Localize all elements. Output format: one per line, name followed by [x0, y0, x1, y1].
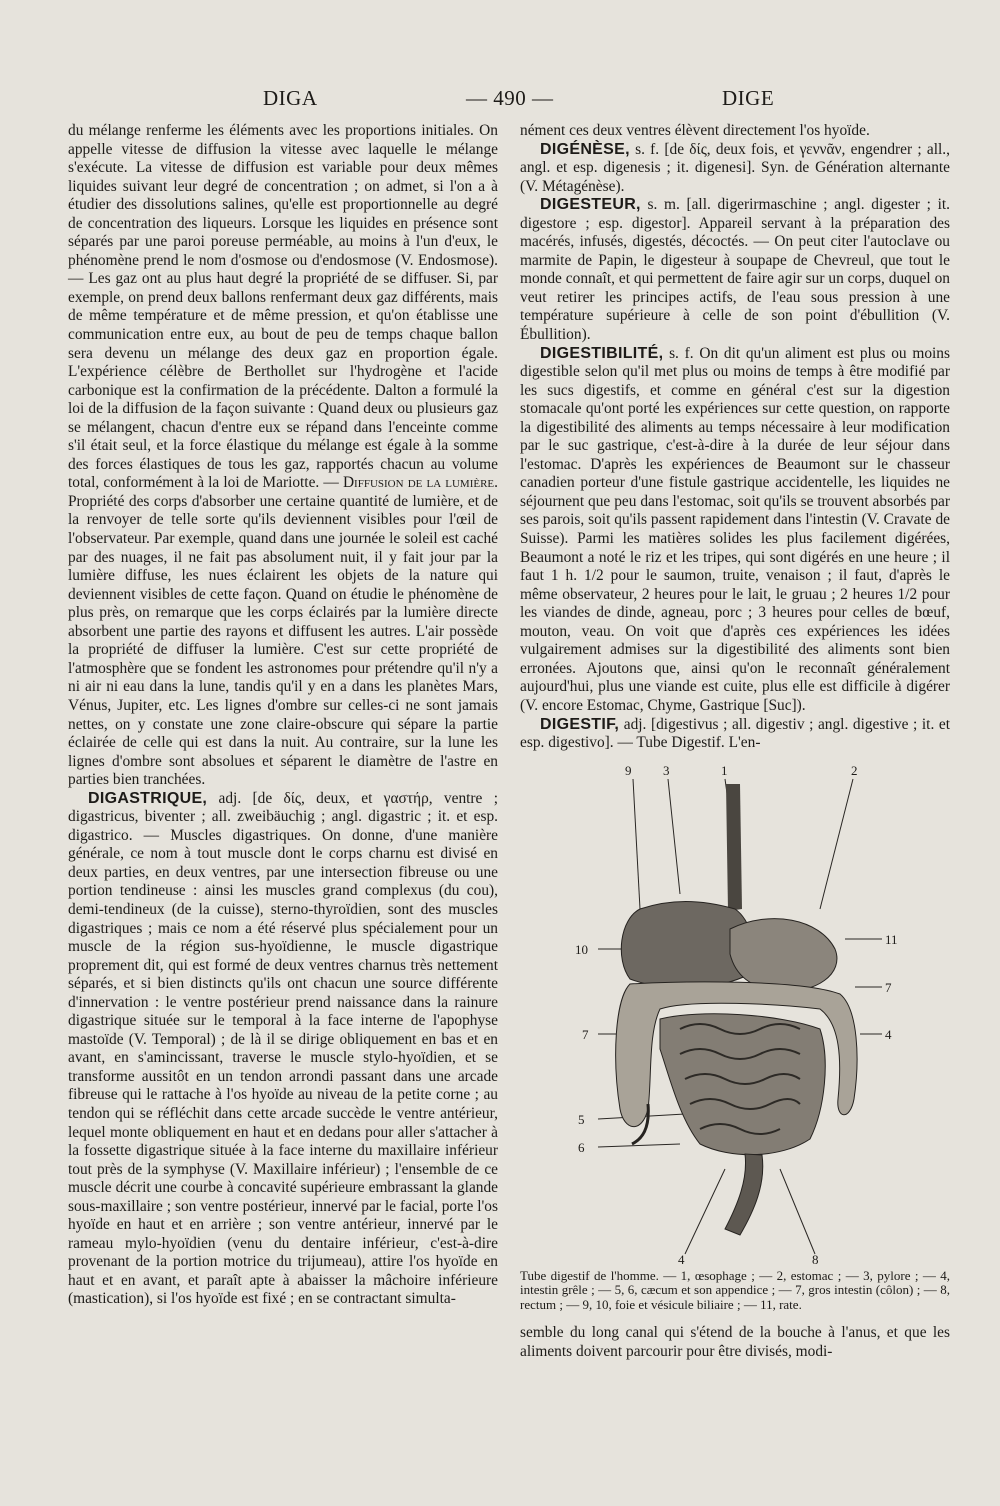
headword-digesteur: DIGESTEUR,: [540, 196, 641, 214]
entry-digesteur: DIGESTEUR, s. m. [all. digerirmaschine ; angl. digester ; it. digestore ; esp. digestor]. Appareil servant à la préparation des macérés, infusés, digestés, décoctés. — On peut citer l'autoclave ou marmite de Papin, le digesteur à soupape de Chevreul, que tout le monde connaît, et qui permettent de faire agir sur un corps, duquel on veut retirer les principes actifs, de l'eau sous pression à une température supérieure à celle de son point d'ébullition (V. Ébullition).: [520, 196, 950, 344]
figure-label-4-right: 4: [885, 1026, 892, 1042]
paragraph-diffusion: du mélange renferme les éléments avec les proportions initiales. On appelle vitesse de diffusion la vitesse avec laquelle le mélange s'exécute. La vitesse de diffusion est variable pour deux mêmes liquides suivant leur degré de concentration ; on admet, si l'on a à étudier des dissolutions salines, qu'elle est proportionnelle au degré de concentration des liqueurs. Lorsque les liquides en présence sont séparés par une paroi poreuse perméable, au moins à l'un d'eux, le phénomène prend le nom d'osmose ou d'endosmose (V. Endosmose). — Les gaz ont au plus haut degré la propriété de se diffuser. Si, par exemple, on prend deux ballons renfermant deux gaz différents, mais de même température et de même pression, et qu'on établisse une communication entre eux, au bout de peu de temps chaque ballon sera devenu un mélange des deux gaz en proportion égale. L'expérience célèbre de Berthollet sur l'hydrogène et l'acide carbonique est la confirmation de la précédente. Dalton a formulé la loi de la diffusion de la façon suivante : Quand deux ou plusieurs gaz se mélangent, chacun d'entre eux se répand dans l'enceinte comme s'il était seul, et la force élastique du mélange est égale à la somme des forces élastiques de tous les gaz, rapportés chacun au volume total, conformément à la loi de Mariotte. — Diffusion de la lumière. Propriété des corps d'absorber une certaine quantité de lumière, et de la renvoyer de telle sorte qu'ils deviennent visibles pour l'œil de l'observateur. Par exemple, quand dans une journée le soleil est caché par des nuages, il ne fait pas absolument nuit, il y fait jour par la lumière diffuse, les nues éclairent les objets de la nature qui deviennent visibles de cette façon. Quand on étudie le phénomène de plus près, on remarque que les corps éclairés par la lumière directe absorbent une partie des rayons et diffusent les autres. L'air possède la propriété de diffuser la lumière. C'est sur cette propriété de l'atmosphère que se fondent les astronomes pour prétendre qu'il n'y a ni air ni eau dans la lune, tandis qu'il y en a dans les planètes Mars, Vénus, Jupiter, etc. Les lignes d'ombre sur celles-ci ne sont jamais nettes, on y constate une zone claire-obscure qui sépare la partie éclairée de celle qui est dans la nuit. Au contraire, sur la lune les lignes d'ombre sont absolues et séparent le diamètre de l'astre en parties bien tranchées.: [68, 122, 499, 789]
figure-label-2: 2: [851, 762, 858, 778]
figure-label-9: 9: [625, 762, 632, 778]
digestive-tract-figure: [520, 759, 950, 1269]
header-left-guideword: DIGA: [263, 86, 318, 110]
term-diffusion-lumiere: Diffusion de la lumière.: [342, 474, 499, 492]
entry-digestif: DIGESTIF, adj. [digestivus ; all. digestiv ; angl. digestive ; it. et esp. digestivo]. — Tube Digestif. L'en-: [520, 715, 950, 752]
figure-label-8: 8: [812, 1251, 819, 1267]
entry-digastrique: DIGASTRIQUE, adj. [de δίς, deux, et γαστήρ, ventre ; digastricus, biventer ; all. zweibäuchig ; angl. digastric ; it. et esp. digastrico. — Muscles digastriques. On donne, d'une manière générale, ce nom à tout muscle dont le corps charnu est divisé en deux parties, en deux ventres, par une intersection fibreuse ou une portion tendineuse : ainsi les muscles grand complexus (du cou), demi-tendineux (de la cuisse), sterno-thyroïdien, sont des muscles digastriques ; mais ce nom a été réservé plus spécialement pour un muscle de la région sus-hyoïdienne, le muscle digastrique proprement dit, qui est formé de deux ventres charnus très nettement séparés, et si bien distincts qu'ils ont chacun une source différente d'innervation : le ventre postérieur prend naissance dans la rainure digastrique située sur le temporal à la face interne de l'apophyse mastoïde (V. Temporal) ; de là il se dirige obliquement en bas et en avant, en s'amincissant, traverse le muscle stylo-hyoïdien, et se transforme aussitôt en un tendon arrondi passant dans une arcade fibreuse qui le rattache à l'os hyoïde au niveau de la petite corne ; au tendon qui se réfléchit dans cette arcade succède le ventre antérieur, lequel monte obliquement en haut et en dedans pour aller s'attacher à la fossette digastrique située à la face interne du maxillaire inférieur tout près de la symphyse (V. Maxillaire inférieur) ; l'ensemble de ce muscle décrit une courbe à concavité supérieure embrassant la glande sous-maxillaire ; son ventre postérieur, innervé par le facial, porte l'os hyoïde en haut et en arrière ; son ventre antérieur, innervé par le rameau mylo-hyoïdien (venu du dentaire inférieur, c'est-à-dire provenant de la portion motrice du trijumeau), attire l'os hyoïde en haut et en avant, et paraît apte à abaisser la mâchoire inférieure (mastication), si l'os hyoïde est fixé ; en se contractant simulta-: [68, 789, 498, 1308]
right-column: [520, 122, 950, 1361]
figure-label-6: 6: [578, 1139, 585, 1155]
digestive-tract-illustration: [520, 759, 950, 1269]
figure-label-5: 5: [578, 1111, 585, 1127]
headword-digastrique: DIGASTRIQUE,: [88, 789, 208, 807]
figure-label-1: 1: [721, 762, 728, 778]
headword-digenese: DIGÉNÈSE,: [540, 140, 630, 158]
figure-label-4-bottom: 4: [678, 1251, 685, 1267]
header-right-guideword: DIGE: [722, 86, 775, 110]
paragraph-tube-digestif: semble du long canal qui s'étend de la bouche à l'anus, et que les aliments doivent parcourir pour être divisés, modi-: [520, 1324, 950, 1360]
header-page-number: — 490 —: [466, 86, 554, 110]
left-column: [68, 122, 498, 1309]
figure-label-7-right: 7: [885, 979, 892, 995]
figure-label-3: 3: [663, 762, 670, 778]
entry-digenese: DIGÉNÈSE, s. f. [de δίς, deux fois, et γεννᾶν, engendrer ; all., angl. et esp. digenesis ; it. digenesi]. Syn. de Génération alternante (V. Métagénèse).: [520, 140, 950, 195]
headword-digestif: DIGESTIF,: [540, 715, 620, 733]
paragraph-continuation: nément ces deux ventres élèvent directement l'os hyoïde.: [520, 122, 870, 139]
figure-caption: Tube digestif de l'homme. — 1, œsophage ; — 2, estomac ; — 3, pylore ; — 4, intestin grêle ; — 5, 6, cæcum et son appendice ; — 7, gros intestin (côlon) ; — 8, rectum ; — 9, 10, foie et vésicule biliaire ; — 11, rate.: [520, 1267, 950, 1312]
figure-label-11: 11: [885, 931, 898, 947]
figure-label-10: 10: [575, 941, 588, 957]
figure-label-7-left: 7: [582, 1026, 589, 1042]
entry-digestibilite: DIGESTIBILITÉ, s. f. On dit qu'un aliment est plus ou moins digestible selon qu'il met plus ou moins de temps à être modifié par les sucs digestifs, et comme en général c'est sur la digestion stomacale qu'ont porté les expériences sur cette question, on rapporte la digestibilité des aliments au temps nécessaire à leur modification par le suc gastrique, c'est-à-dire à la durée de leur séjour dans l'estomac. D'après les expériences de Beaumont sur le chasseur canadien porteur d'une fistule gastrique accidentelle, les liquides ne séjournent que peu dans l'estomac, soit qu'ils se trouvent absorbés par ses parois, soit qu'ils passent rapidement dans l'intestin (V. Cravate de Suisse). Parmi les matières solides les plus facilement digérées, Beaumont a noté le riz et les tripes, qui sont digérés en une heure ; il faut 1 h. 1/2 pour le saumon, truite, venaison ; il faut, d'après le même observateur, 2 heures pour le lait, le gruau ; 2 heures 1/2 pour les viandes de dinde, agneau, porc ; 3 heures pour celles de bœuf, mouton, veau. On voit que d'après ces expériences les idées vulgairement admises sur la digestibilité des aliments sont bien erronées. Ajoutons que, ainsi qu'on le reconnaît généralement aujourd'hui, plus une viande est cuite, plus elle est difficile à digérer (V. encore Estomac, Chyme, Gastrique [Suc]).: [520, 344, 950, 714]
headword-digestibilite: DIGESTIBILITÉ,: [540, 344, 664, 362]
